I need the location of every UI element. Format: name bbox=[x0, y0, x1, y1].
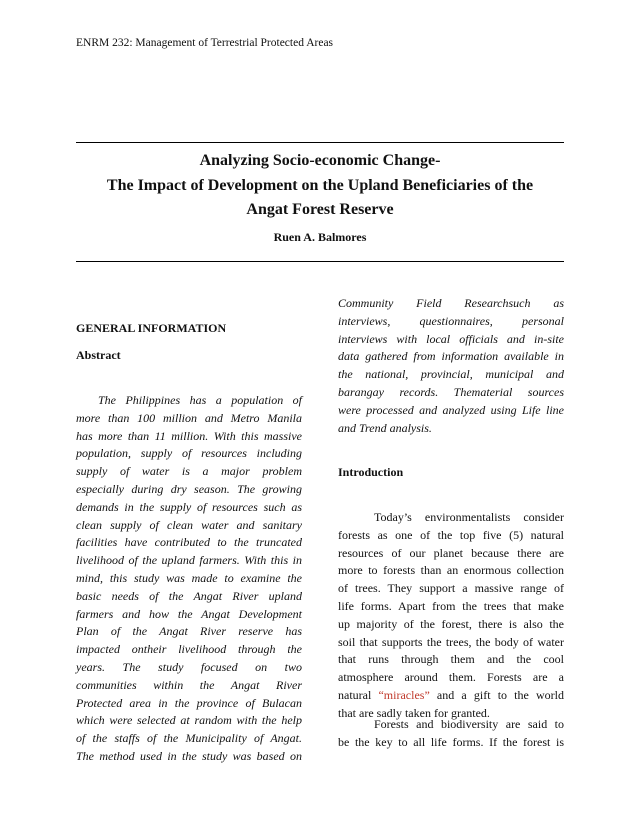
abstract-line: has more than 11 million. With this massive bbox=[76, 428, 302, 443]
abstract-line: population, supply of resources including bbox=[76, 446, 302, 461]
title-bottom-rule bbox=[76, 261, 564, 262]
title-top-rule bbox=[76, 142, 564, 143]
intro-line: forests as one of the top five (5) natural bbox=[338, 527, 564, 542]
abstract-line: Plan of the Angat River reserve has bbox=[76, 624, 302, 639]
introduction-heading: Introduction bbox=[338, 465, 404, 479]
intro-line: of trees. They support a massive range of bbox=[338, 581, 564, 596]
abstract-line: basic needs of the Angat River upland bbox=[76, 588, 302, 603]
title-line: Analyzing Socio-economic Change- bbox=[199, 152, 441, 169]
section-heading-general-information: GENERAL INFORMATION bbox=[76, 321, 227, 335]
introduction-paragraph-2 bbox=[338, 716, 564, 752]
abstract-line: demands in the supply of resources such as bbox=[76, 499, 302, 514]
abstract-text bbox=[76, 392, 302, 766]
abstract-line: years. The study focused on two bbox=[76, 659, 302, 674]
intro-line: life forms. Apart from the trees that make bbox=[338, 598, 564, 613]
intro-line: resources of our planet because there are bbox=[338, 545, 564, 560]
intro-line: Forests and biodiversity are said to bbox=[374, 717, 564, 731]
intro-line: that are sadly taken for granted. bbox=[338, 705, 490, 720]
running-header: ENRM 232: Management of Terrestrial Protected Areas bbox=[76, 37, 334, 49]
abstract-line: data gathered from information available in bbox=[338, 349, 564, 364]
quoted-term: “miracles” bbox=[378, 687, 430, 702]
abstract-line: which were selected at random with the help bbox=[76, 713, 302, 728]
title-line: The Impact of Development on the Upland Beneficiaries of the bbox=[106, 176, 534, 194]
abstract-continued bbox=[338, 295, 564, 437]
intro-line: be the key to all life forms. If the forest is bbox=[338, 734, 564, 749]
abstract-line: The method used in the study was based on bbox=[76, 748, 302, 763]
abstract-line: The Philippines has a population of bbox=[98, 393, 302, 407]
paper-title bbox=[76, 149, 564, 223]
abstract-line: Protected area in the province of Bulacan bbox=[76, 695, 302, 710]
intro-line bbox=[338, 687, 564, 705]
abstract-line: Community Field Researchsuch as bbox=[338, 296, 564, 310]
abstract-line: clean supply of clean water and sanitary bbox=[76, 517, 302, 532]
abstract-line: mind, this study was made to examine the bbox=[76, 570, 302, 585]
abstract-line: livelihood of the upland farmers. With this in bbox=[76, 553, 302, 568]
intro-text: natural bbox=[338, 687, 379, 702]
abstract-line: interviews with local officials and in-site bbox=[338, 331, 564, 346]
intro-text: and a gift to the world bbox=[429, 687, 564, 702]
abstract-line: the national, provincial, municipal and bbox=[338, 367, 564, 382]
intro-line: atmosphere around them. Forests are a bbox=[338, 670, 564, 685]
abstract-line: more than 100 million and Metro Manila bbox=[76, 410, 302, 425]
abstract-line: supply of water is a major problem bbox=[76, 464, 302, 479]
abstract-line: communities within the Angat River bbox=[76, 677, 302, 692]
abstract-line: impacted ontheir livelihood through the bbox=[76, 642, 302, 657]
intro-line: up majority of the forest, there is also the bbox=[338, 616, 564, 631]
abstract-line: barangay records. Thematerial sources bbox=[338, 384, 564, 399]
abstract-line: farmers and how the Angat Development bbox=[76, 606, 302, 621]
author-name: Ruen A. Balmores bbox=[273, 230, 367, 244]
intro-line: more to forests than an enormous collection bbox=[338, 563, 564, 578]
title-line: Angat Forest Reserve bbox=[246, 201, 394, 218]
abstract-line: of the staffs of the Municipality of Angat. bbox=[76, 731, 302, 746]
abstract-heading: Abstract bbox=[76, 348, 121, 362]
abstract-line: interviews, questionnaires, personal bbox=[338, 313, 564, 328]
intro-line: soil that supports the trees, the body of water bbox=[338, 634, 564, 649]
intro-line: that runs through them and the cool bbox=[338, 652, 564, 667]
abstract-line: especially during dry season. The growing bbox=[76, 481, 302, 496]
abstract-line: were processed and analyzed using Life line bbox=[338, 402, 564, 417]
intro-line: Today’s environmentalists consider bbox=[374, 510, 564, 524]
abstract-line: and Trend analysis. bbox=[338, 420, 432, 435]
introduction-paragraph-1 bbox=[338, 509, 564, 723]
abstract-line: facilities have contributed to the truncated bbox=[76, 535, 302, 550]
